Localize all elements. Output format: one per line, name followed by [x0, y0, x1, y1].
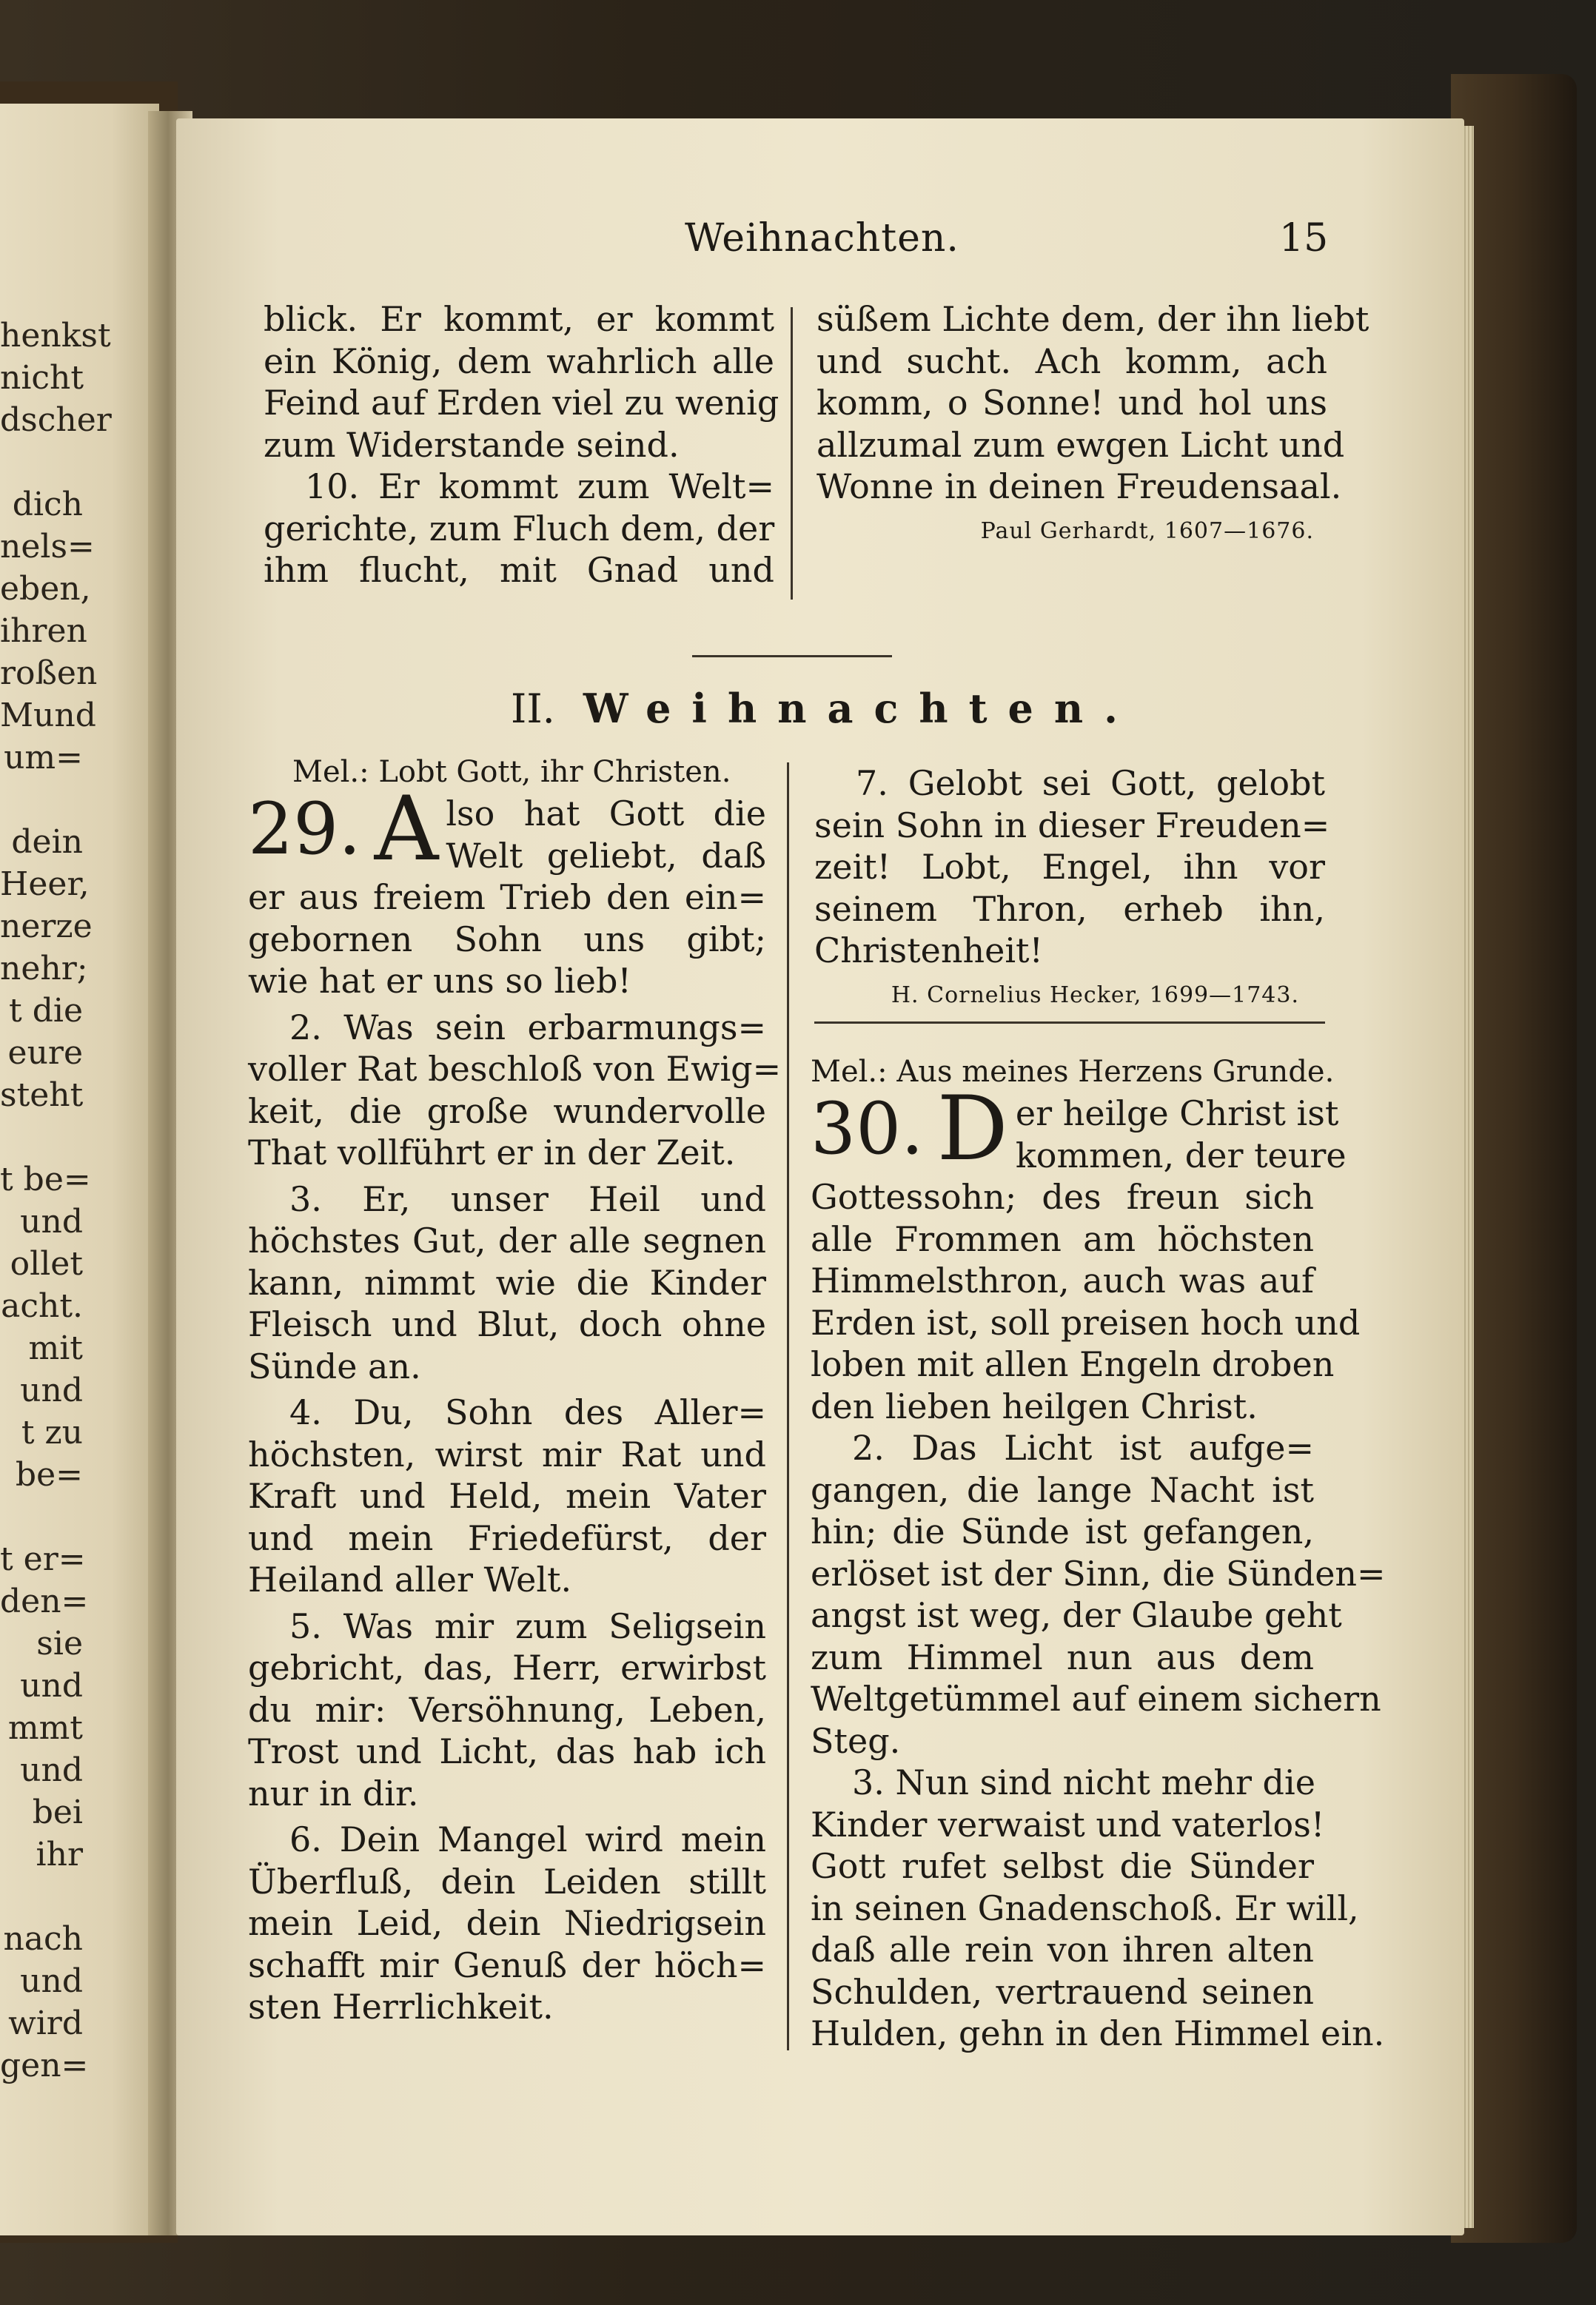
top-left-line: zum Widerstande seind.	[264, 424, 680, 465]
hymn-29-line: Heiland aller Welt.	[248, 1560, 572, 1600]
top-right-line: süßem Lichte dem, der ihn liebt	[817, 299, 1369, 339]
left-page-fragment: acht.	[1, 1287, 83, 1325]
left-page-fragment: t er=	[0, 1540, 86, 1578]
hymn-29-line: zeit! Lobt, Engel, ihn vor	[814, 847, 1325, 887]
hymn-30-line: er heilge Christ ist	[1015, 1093, 1339, 1133]
hymn-divider	[814, 1021, 1325, 1024]
left-page-fragment: Mund	[0, 697, 96, 734]
hymn-29-line: und mein Friedefürst, der	[248, 1517, 766, 1558]
hymn-29-line: 4. Du, Sohn des Aller=	[289, 1392, 766, 1432]
section-numeral: II.	[511, 685, 555, 732]
left-page-fragment: und	[20, 1667, 83, 1705]
page-edges	[1462, 126, 1474, 2228]
hymn-30-line: erlöset ist der Sinn, die Sünden=	[811, 1553, 1386, 1594]
left-page-fragment: Heer,	[0, 865, 90, 903]
hymn-30-line: kommen, der teure	[1015, 1135, 1347, 1175]
top-right-line: komm, o Sonne! und hol uns	[817, 383, 1327, 423]
hymn-29-line: voller Rat beschloß von Ewig=	[248, 1049, 782, 1089]
left-page-fragment: um=	[4, 739, 83, 776]
left-page-fragment: sie	[36, 1625, 83, 1663]
hymn-29-line: 2. Was sein erbarmungs=	[289, 1007, 766, 1047]
hymn-29-line: Sünde an.	[248, 1346, 421, 1386]
hymn-29-line: Trost und Licht, das hab ich	[248, 1731, 766, 1771]
hymn-30-line: Gottessohn; des freun sich	[811, 1177, 1314, 1217]
top-left-line: 10. Er kommt zum Welt=	[305, 466, 774, 506]
left-page-fragment: henkst	[0, 317, 111, 355]
left-page-fragment: t die	[9, 992, 83, 1030]
hymn-29-line: höchsten, wirst mir Rat und	[248, 1434, 766, 1474]
top-right-column	[817, 298, 1369, 552]
hymn-29-stanza	[248, 1392, 766, 1601]
hymn-29-line: 5. Was mir zum Seligsein	[289, 1606, 766, 1646]
hymn-29-line: Welt geliebt, daß	[446, 835, 766, 876]
hymn-29-line: That vollführt er in der Zeit.	[248, 1133, 736, 1172]
section-title: Weihnachten.	[583, 685, 1139, 732]
hymn-30-line: Hulden, gehn in den Himmel ein.	[811, 2013, 1385, 2053]
hymn-29-line: Kraft und Held, mein Vater	[248, 1476, 766, 1516]
hymn-29-stanza	[248, 1606, 766, 1815]
left-page-fragment: be=	[15, 1456, 83, 1494]
hymn-30-dropcap: D	[936, 1078, 1008, 1181]
hymn-29-line: höchstes Gut, der alle segnen	[248, 1221, 766, 1261]
left-page-fragment: roßen	[0, 654, 98, 692]
hymn-30-melody: Mel.: Aus meines Herzens Grunde.	[811, 1055, 1335, 1089]
hymn-29-line: Christenheit!	[814, 930, 1043, 970]
left-page-fragment: dscher	[0, 401, 112, 439]
top-right-line: allzumal zum ewgen Licht und	[817, 424, 1345, 465]
left-page-fragment: dein	[11, 823, 83, 861]
hymn-29-line: 6. Dein Mangel wird mein	[289, 1819, 766, 1859]
hymn-29-line: Überfluß, dein Leiden stillt	[248, 1861, 766, 1902]
left-page-fragment: und	[20, 1372, 83, 1409]
page-number: 15	[1279, 216, 1329, 261]
hymn-30-line: alle Frommen am höchsten	[811, 1218, 1314, 1259]
top-right-line: und sucht. Ach komm, ach	[817, 340, 1327, 381]
hymn-29-stanza	[248, 1819, 766, 2028]
hymn-29-line: lso hat Gott die	[446, 794, 766, 833]
left-page-fragment: ihr	[36, 1836, 83, 1873]
hymn-30-line: 3. Nun sind nicht mehr die	[852, 1762, 1315, 1802]
top-right-line: Wonne in deinen Freudensaal.	[817, 466, 1342, 506]
hymn-29-melody: Mel.: Lobt Gott, ihr Christen.	[292, 755, 731, 789]
hymn-29-line: sten Herrlichkeit.	[248, 1987, 554, 2027]
section-heading	[511, 685, 1139, 732]
hymn-29-line: 3. Er, unser Heil und	[289, 1178, 766, 1219]
hymn-29	[248, 751, 782, 2028]
hymn-30-line: daß alle rein von ihren alten	[811, 1930, 1314, 1970]
left-page-fragment: dich	[12, 486, 83, 523]
hymn-29-stanza	[248, 1007, 782, 1174]
hymn-30-stanza	[811, 1762, 1385, 2055]
hymn-29-line: gebornen Sohn uns gibt;	[248, 919, 766, 959]
left-page-fragment: t zu	[21, 1414, 83, 1452]
hymn-30-line: Himmelsthron, auch was auf	[811, 1261, 1314, 1301]
left-page-fragment: ollet	[10, 1245, 83, 1283]
hymn-30-line: gangen, die lange Nacht ist	[811, 1469, 1314, 1510]
hymn-29-line: sein Sohn in dieser Freuden=	[814, 805, 1330, 845]
left-page-fragment: und	[20, 1203, 83, 1241]
hymn-30-number: 30.	[811, 1087, 924, 1170]
hymn-29-line: gebricht, das, Herr, erwirbst	[248, 1648, 766, 1688]
running-header: Weihnachten.	[685, 216, 959, 261]
left-page-fragment: bei	[32, 1794, 83, 1831]
top-column-rule	[791, 307, 793, 600]
hymn-30-opening	[811, 1078, 1347, 1181]
hymn-29-line: Fleisch und Blut, doch ohne	[248, 1304, 766, 1344]
left-page-fragment: mit	[28, 1329, 83, 1367]
top-left-column	[264, 298, 779, 591]
left-page-fragment: wird	[8, 2004, 83, 2042]
top-left-line: blick. Er kommt, er kommt	[264, 299, 774, 339]
hymn-29-line: er aus freiem Trieb den ein=	[248, 877, 766, 917]
hymn-29-opening	[248, 778, 766, 881]
hymn-29-continued	[814, 762, 1330, 1016]
hymn-29-attribution: H. Cornelius Hecker, 1699—1743.	[891, 982, 1299, 1008]
hymn-30-stanza	[811, 1427, 1386, 1762]
hymn-29-line: schafft mir Genuß der höch=	[248, 1945, 766, 1985]
left-page-fragment: ihren	[0, 612, 87, 650]
hymn-30-line: loben mit allen Engeln droben	[811, 1344, 1335, 1384]
top-left-line: Feind auf Erden viel zu wenig	[264, 383, 779, 423]
left-page-fragment: nels=	[0, 528, 95, 566]
hymn-30-line: Weltgetümmel auf einem sichern	[811, 1679, 1381, 1719]
left-page-fragment: eben,	[0, 570, 91, 608]
left-page-fragment: mmt	[7, 1709, 83, 1747]
hymn-30-line: 2. Das Licht ist aufge=	[852, 1428, 1314, 1468]
top-left-line: ein König, dem wahrlich alle	[264, 340, 774, 381]
hymn-30-line: Schulden, vertrauend seinen	[811, 1971, 1314, 2012]
hymn-29-dropcap: A	[374, 778, 439, 881]
left-page-edge	[0, 104, 159, 2235]
top-left-line: ihm flucht, mit Gnad und	[264, 550, 774, 590]
hymn-29-line: wie hat er uns so lieb!	[248, 961, 631, 1001]
hymn-30-line: den lieben heilgen Christ.	[811, 1386, 1258, 1426]
hymn-30-line: Gott rufet selbst die Sünder	[811, 1846, 1314, 1886]
hymn-30-line: in seinen Gnadenschoß. Er will,	[811, 1888, 1359, 1928]
hymn-29-line: keit, die große wundervolle	[248, 1090, 766, 1131]
hymn-30-line: hin; die Sünde ist gefangen,	[811, 1511, 1314, 1551]
left-page-fragment: steht	[0, 1076, 84, 1114]
hymn-29-line: 7. Gelobt sei Gott, gelobt	[856, 763, 1325, 803]
hymn-29-stanza	[248, 1178, 766, 1388]
hymn-30-line: Kinder verwaist und vaterlos!	[811, 1804, 1325, 1845]
left-page-fragment: t be=	[0, 1161, 91, 1198]
hymn-30	[811, 1051, 1386, 2055]
left-page-fragment: gen=	[0, 2047, 89, 2084]
left-page-fragment: und	[20, 1962, 83, 2000]
left-page-fragment: nach	[3, 1920, 83, 1958]
top-left-line: gerichte, zum Fluch dem, der	[264, 508, 775, 548]
hymn-30-line: zum Himmel nun aus dem	[811, 1637, 1314, 1677]
left-page-fragment: nicht	[0, 359, 84, 397]
hymn-29-line: nur in dir.	[248, 1773, 419, 1814]
hymn-30-line: Erden ist, soll preisen hoch und	[811, 1302, 1361, 1343]
hymn-29-number: 29.	[248, 788, 361, 870]
top-attribution: Paul Gerhardt, 1607—1676.	[980, 517, 1314, 544]
hymn-column-rule	[787, 762, 789, 2050]
left-page-fragment: den=	[0, 1583, 89, 1620]
hymn-29-line: kann, nimmt wie die Kinder	[248, 1262, 766, 1303]
left-page-fragment: nerze	[0, 907, 93, 945]
left-page-fragment: und	[20, 1751, 83, 1789]
section-divider	[692, 655, 892, 657]
left-page-fragment: eure	[7, 1034, 83, 1072]
hymn-30-line: angst ist weg, der Glaube geht	[811, 1595, 1342, 1635]
hymn-30-line: Steg.	[811, 1720, 901, 1761]
left-page-fragment: nehr;	[0, 950, 88, 987]
hymn-29-line: mein Leid, dein Niedrigsein	[248, 1903, 766, 1943]
hymn-29-line: du mir: Versöhnung, Leben,	[248, 1689, 766, 1730]
hymn-29-line: seinem Thron, erheb ihn,	[814, 888, 1325, 929]
